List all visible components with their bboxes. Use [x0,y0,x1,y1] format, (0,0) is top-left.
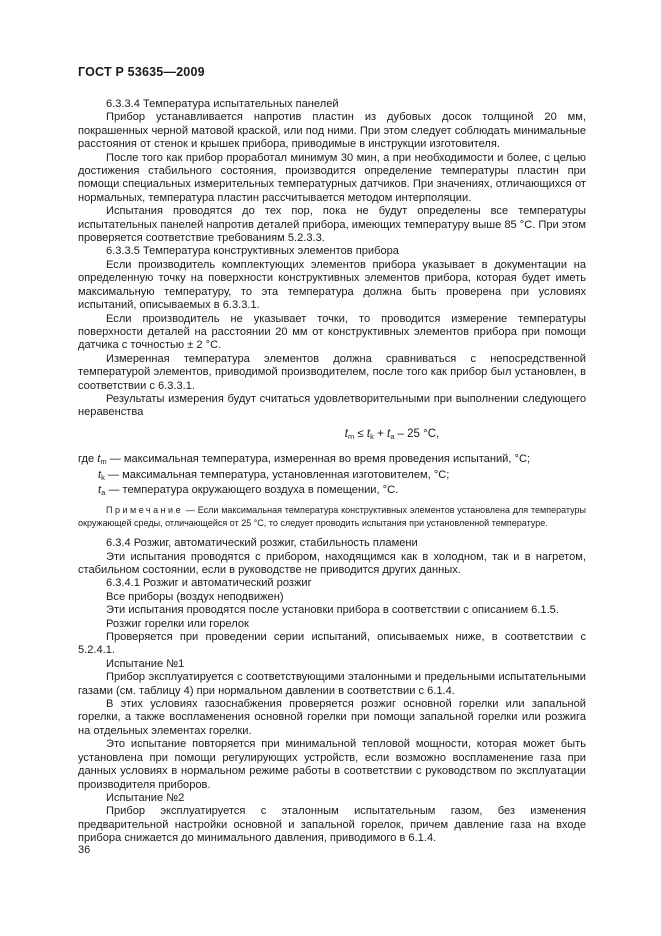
note-text: — Если максимальная температура конструктивных элементов установлена для температуры окружающей среды, отличающейся от 25 °С, то следует проводить испытания при установленной температуре. [78,505,586,528]
legend-item-tk: $t_k$ — максимальная температура, установленная изготовителем, °С; [98,468,450,482]
page-number: 36 [78,844,91,856]
paragraph: Проверяется при проведении серии испытаний, описываемых ниже, в соответствии с 5.2.4.1. [78,631,586,657]
paragraph: Если производитель комплектующих элементов прибора указывает в документации на определенную точку на поверхности конструктивных элементов прибора, которая будет иметь максимальную температуру, то эта температура должна быть проверена при условиях испытаний, описываемых в 6.3.3.1. [78,258,586,312]
section-6334-title: 6.3.3.4 Температура испытательных панелей [106,98,339,110]
page-content [78,98,586,846]
paragraph: Эти испытания проводятся после установки прибора в соответствии с описанием 6.1.5. [106,604,559,617]
paragraph: Если производитель не указывает точки, то проводится измерение температуры поверхности деталей на расстоянии 20 мм от конструктивных элементов прибора при помощи датчика с точностью ± 2 °С. [78,312,586,352]
paragraph: Прибор эксплуатируется с соответствующими эталонными и предельными испытательными газами (см. таблицу 4) при нормальном давлении в соответствии с 6.1.4. [78,671,586,697]
section-634-title: 6.3.4 Розжиг, автоматический розжиг, стабильность пламени [106,537,418,550]
paragraph: Все приборы (воздух неподвижен) [106,590,284,603]
legend-item-tm: где $t_m$ — максимальная температура, измеренная во время проведения испытаний, °С; [78,453,531,467]
note [78,504,586,529]
formula-legend [78,453,586,499]
document-header: ГОСТ Р 53635—2009 [78,65,205,79]
paragraph: Испытания проводятся до тех пор, пока не будут определены все температуры испытательных панелей напротив деталей прибора, имеющих температуру выше 85 °С. При этом проверяется соответствие требованиям 5.2.3.3. [78,205,586,245]
note-label: Примечание [106,505,184,516]
paragraph: Прибор эксплуатируется с эталонным испытательным газом, без изменения предварительной настройки основной и запальной горелок, причем давление газа на входе прибора снижается до минимального давления, приводимого в 6.1.4. [78,805,586,845]
test-2-heading: Испытание №2 [106,791,185,804]
paragraph: Это испытание повторяется при минимальной тепловой мощности, которая может быть установлена при помощи регулирующих устройств, если возможно воспламенение газа при данных условиях в нормальном режиме работы в соответствии с руководством по эксплуатации производителя приборов. [78,738,586,791]
paragraph: Прибор устанавливается напротив пластин из дубовых досок толщиной 20 мм, покрашенных черной матовой краской, или под ними. При этом следует соблюдать минимальные расстояния от стенок и крышек прибора, приводимые в инструкции изготовителя. [78,111,586,151]
section-6341-title: 6.3.4.1 Розжиг и автоматический розжиг [106,577,312,590]
test-1-heading: Испытание №1 [106,657,185,670]
paragraph: В этих условиях газоснабжения проверяется розжиг основной горелки или запальной горелки, а также воспламенения основной горелки при помощи запальной горелки или розжига на отдельных элементах горелки. [78,698,586,737]
legend-item-ta: $t_a$ — температура окружающего воздуха в помещении, °С. [98,483,399,497]
paragraph: Измеренная температура элементов должна сравниваться с непосредственной температурой элементов, приводимой производителем, после того как прибор был установлен, в соответствии с 6.3.3.1. [78,352,586,392]
section-6335-title: 6.3.3.5 Температура конструктивных элементов прибора [106,245,399,258]
paragraph: Розжиг горелки или горелок [106,617,249,630]
paragraph: После того как прибор проработал минимум 30 мин, а при необходимости и более, с целью достижения стабильного состояния, производится определение температуры пластин при помощи специальных измерительных температурных датчиков. При значениях, отличающихся от нормальных, температура пластин рассчитывается методом интерполяции. [78,151,586,204]
paragraph: Результаты измерения будут считаться удовлетворительными при выполнении следующего неравенства [78,392,586,419]
inequality-formula: $t_m \le t_k + t_a - 25$ °С, [344,427,440,441]
paragraph: Эти испытания проводятся с прибором, находящимся как в холодном, так и в нагретом, стабильном состоянии, если в руководстве не приводится других данных. [78,550,586,576]
